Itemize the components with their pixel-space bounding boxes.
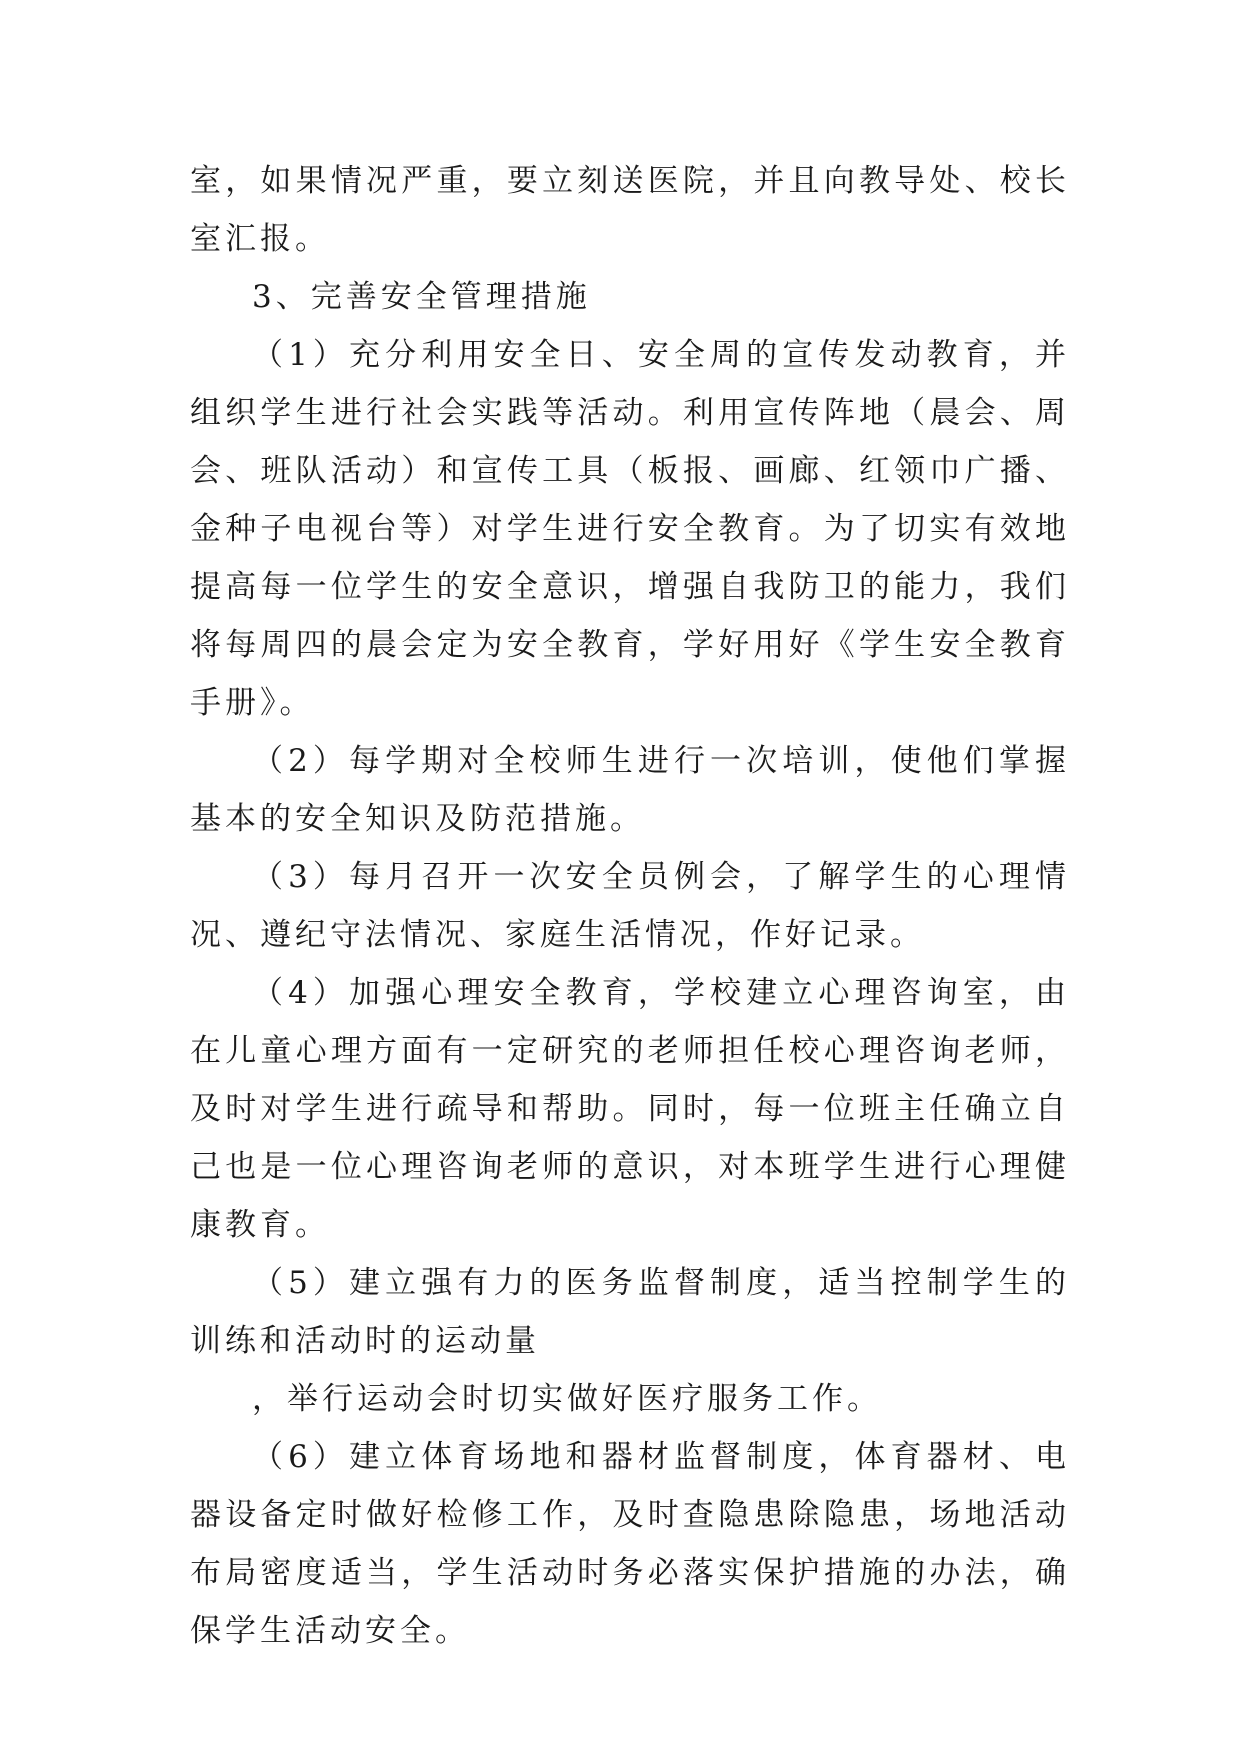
document-body — [190, 152, 1070, 1660]
paragraph-item-6: （6）建立体育场地和器材监督制度，体育器材、电器设备定时做好检修工作，及时查隐患除隐患，场地活动布局密度适当，学生活动时务必落实保护措施的办法，确保学生活动安全。 — [190, 1439, 1070, 1649]
paragraph-item-2: （2）每学期对全校师生进行一次培训，使他们掌握基本的安全知识及防范措施。 — [190, 743, 1070, 837]
section-heading-3: 3、完善安全管理措施 — [252, 279, 591, 315]
paragraph-continuation: 室，如果情况严重，要立刻送医院，并且向教导处、校长室汇报。 — [190, 163, 1070, 257]
paragraph-item-3: （3）每月召开一次安全员例会，了解学生的心理情况、遵纪守法情况、家庭生活情况，作好记录。 — [190, 859, 1070, 953]
paragraph-item-1: （1）充分利用安全日、安全周的宣传发动教育，并组织学生进行社会实践等活动。利用宣传阵地（晨会、周会、班队活动）和宣传工具（板报、画廊、红领巾广播、金种子电视台等）对学生进行安全教育。为了切实有效地提高每一位学生的安全意识，增强自我防卫的能力，我们将每周四的晨会定为安全教育，学好用好《学生安全教育手册》。 — [190, 337, 1070, 721]
paragraph-item-4: （4）加强心理安全教育，学校建立心理咨询室，由在儿童心理方面有一定研究的老师担任校心理咨询老师，及时对学生进行疏导和帮助。同时，每一位班主任确立自己也是一位心理咨询老师的意识，对本班学生进行心理健康教育。 — [190, 975, 1070, 1243]
paragraph-item-5: （5）建立强有力的医务监督制度，适当控制学生的训练和活动时的运动量 — [190, 1265, 1070, 1359]
paragraph-item-5-continuation: ，举行运动会时切实做好医疗服务工作。 — [252, 1381, 882, 1417]
